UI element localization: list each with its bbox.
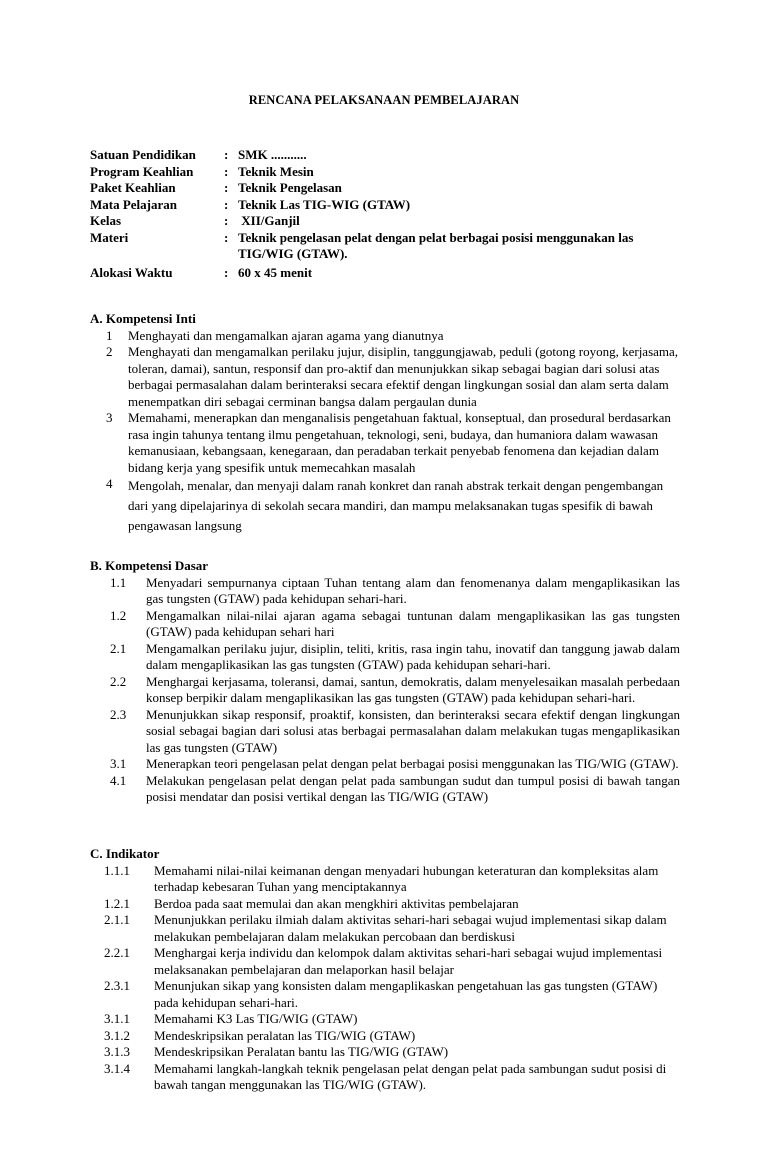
section-heading: A. Kompetensi Inti xyxy=(90,311,196,326)
meta-value: 60 x 45 menit xyxy=(238,264,313,280)
section-kompetensi-dasar xyxy=(90,558,680,806)
meta-value: Teknik Las TIG-WIG (GTAW) xyxy=(238,196,411,212)
item-number: 4.1 xyxy=(110,772,127,788)
item-text: Memahami K3 Las TIG/WIG (GTAW) xyxy=(154,1011,358,1026)
item-text: Menghayati dan mengamalkan ajaran agama yang dianutnya xyxy=(128,327,444,343)
item-text: Menyadari sempurnanya ciptaan Tuhan tentang alam dan fenomenanya dalam mengaplikasikan las gas tungsten (GTAW) pada kehidupan sehari-hari. xyxy=(146,574,680,606)
section-indikator xyxy=(90,846,680,1094)
meta-value: XII/Ganjil xyxy=(238,213,300,228)
page-title: RENCANA PELAKSANAAN PEMBELAJARAN xyxy=(248,93,520,107)
item-number: 2.2 xyxy=(110,673,127,689)
item-number: 2.2.1 xyxy=(104,945,130,960)
meta-row-materi xyxy=(90,230,690,263)
meta-colon: : xyxy=(224,147,229,162)
list-item xyxy=(90,575,680,608)
list-item xyxy=(90,674,680,707)
meta-value: Teknik pengelasan pelat dengan pelat berbagai posisi menggunakan las TIG/WIG (GTAW). xyxy=(238,229,634,261)
meta-key: Paket Keahlian xyxy=(90,180,176,195)
list-item xyxy=(90,476,680,536)
item-text: Memahami langkah-langkah teknik pengelasan pelat dengan pelat pada sambungan sudut posisi di bawah tangan menggunakan las TIG/WIG (GTAW). xyxy=(154,1060,667,1092)
list-item xyxy=(90,1061,680,1094)
item-text: Menghargai kerja individu dan kelompok dalam aktivitas sehari-hari sebagai wujud implementasi melaksanakan pembelajaran dan melaporkan hasil belajar xyxy=(154,945,663,977)
item-text: Berdoa pada saat memulai dan akan mengkhiri aktivitas pembelajaran xyxy=(154,895,519,911)
list-item xyxy=(90,773,680,806)
meta-row-program xyxy=(90,164,690,181)
list-item xyxy=(90,756,680,773)
item-number: 2.1 xyxy=(110,640,127,656)
item-text: Melakukan pengelasan pelat dengan pelat pada sambungan sudut dan tumpul posisi di bawah tangan posisi mendatar dan posisi vertikal dengan las TIG/WIG (GTAW) xyxy=(146,772,680,804)
meta-key: Materi xyxy=(90,229,129,245)
meta-colon: : xyxy=(224,180,229,195)
item-number: 3.1.3 xyxy=(104,1044,130,1059)
meta-key: Program Keahlian xyxy=(90,163,194,179)
item-text: Menghargai kerjasama, toleransi, damai, santun, demokratis, dalam menyelesaikan masalah perbedaan konsep berpikir dalam mengaplikasikan las gas tungsten (GTAW) pada kehidupan sehari-hari. xyxy=(146,673,681,705)
meta-value: Teknik Mesin xyxy=(238,163,314,179)
meta-key: Kelas xyxy=(90,213,122,228)
list-item xyxy=(90,912,680,945)
list-item xyxy=(90,328,680,345)
meta-colon: : xyxy=(224,196,229,212)
item-number: 3.1 xyxy=(110,756,127,771)
item-number: 1.2 xyxy=(110,607,127,623)
item-text: Menghayati dan mengamalkan perilaku jujur, disiplin, tanggungjawab, peduli (gotong royong, kerjasama, toleran, damai), santun, responsif dan pro-aktif dan menunjukkan sikap sebagai bagian dari solusi atas berbagai permasalahan dalam berinteraksi secara efektif dengan lingkungan sosial dan alam serta dalam menempatkan diri sebagai cerminan bangsa dalam pergaulan dunia xyxy=(128,344,679,409)
list-item xyxy=(90,641,680,674)
item-text: Mendeskripsikan peralatan las TIG/WIG (GTAW) xyxy=(154,1027,416,1043)
item-number: 2.1.1 xyxy=(104,912,130,927)
item-number: 1.1.1 xyxy=(104,862,130,878)
meta-colon: : xyxy=(224,163,229,179)
item-number: 3 xyxy=(106,410,113,425)
item-number: 2.3 xyxy=(110,706,127,722)
meta-key: Satuan Pendidikan xyxy=(90,147,196,162)
item-number: 4 xyxy=(106,476,113,491)
meta-row-mapel xyxy=(90,197,690,214)
item-number: 3.1.1 xyxy=(104,1011,130,1026)
meta-key: Alokasi Waktu xyxy=(90,264,173,280)
identity-table xyxy=(90,147,690,281)
list-item xyxy=(90,707,680,757)
meta-colon: : xyxy=(224,264,229,280)
item-text: Mendeskripsikan Peralatan bantu las TIG/WIG (GTAW) xyxy=(154,1044,449,1059)
list-item xyxy=(90,863,680,896)
item-text: Mengolah, menalar, dan menyaji dalam ranah konkret dan ranah abstrak terkait dengan pengembangan dari yang dipelajarinya di sekolah secara mandiri, dan mampu melaksanakan tugas spesifik di bawah pengawasan langsung xyxy=(128,478,664,533)
item-text: Menunjukan sikap yang konsisten dalam mengaplikaskan pengetahuan las gas tungsten (GTAW) pada kehidupan sehari-hari. xyxy=(154,978,658,1010)
meta-colon: : xyxy=(224,213,229,228)
list-item xyxy=(90,608,680,641)
item-number: 2 xyxy=(106,344,113,359)
list-item xyxy=(90,1028,680,1045)
item-text: Menunjukkan perilaku ilmiah dalam aktivitas sehari-hari sebagai wujud implementasi sikap dalam melakukan pembelajaran dalam melakukan percobaan dan berdiskusi xyxy=(154,912,667,944)
item-text: Memahami nilai-nilai keimanan dengan menyadari hubungan keteraturan dan kompleksitas alam terhadap kebesaran Tuhan yang menciptakannya xyxy=(154,862,659,894)
list-item xyxy=(90,896,680,913)
list-item xyxy=(90,410,680,476)
list-item xyxy=(90,344,680,410)
item-text: Mengamalkan perilaku jujur, disiplin, teliti, kritis, rasa ingin tahu, inovatif dan tanggung jawab dalam dalam mengaplikasikan las gas tungsten (GTAW) pada kehidupan sehari-hari. xyxy=(146,640,680,672)
item-number: 3.1.4 xyxy=(104,1060,130,1076)
section-kompetensi-inti xyxy=(90,311,680,536)
item-text: Menunjukkan sikap responsif, proaktif, konsisten, dan berinteraksi secara efektif dengan lingkungan sosial sebagai bagian dari solusi atas berbagai permasalahan dalam melakukan tugas mengaplikasikan las gas tungsten (GTAW) xyxy=(146,706,680,755)
meta-row-satuan xyxy=(90,147,690,164)
meta-row-alokasi xyxy=(90,265,690,282)
list-item xyxy=(90,1044,680,1061)
meta-colon: : xyxy=(224,229,229,245)
item-number: 1.2.1 xyxy=(104,895,130,911)
item-text: Mengamalkan nilai-nilai ajaran agama sebagai tuntunan dalam mengaplikasikan las gas tungsten (GTAW) pada kehidupan sehari hari xyxy=(146,607,680,639)
meta-row-paket xyxy=(90,180,690,197)
meta-row-kelas xyxy=(90,213,690,230)
section-heading: C. Indikator xyxy=(90,846,160,861)
item-number: 1 xyxy=(106,327,113,343)
item-text: Menerapkan teori pengelasan pelat dengan pelat berbagai posisi menggunakan las TIG/WIG (GTAW). xyxy=(146,756,679,771)
list-item xyxy=(90,1011,680,1028)
meta-value: SMK ........... xyxy=(238,147,307,162)
meta-value: Teknik Pengelasan xyxy=(238,180,342,195)
meta-key: Mata Pelajaran xyxy=(90,196,178,212)
item-text: Memahami, menerapkan dan menganalisis pengetahuan faktual, konseptual, dan prosedural berdasarkan rasa ingin tahunya tentang ilmu pengetahuan, teknologi, seni, budaya, dan humaniora dalam wawasan kemanusiaan, kebangsaan, kenegaraan, dan peradaban terkait penyebab fenomena dan kejadian dalam bidang kerja yang spesifik untuk memecahkan masalah xyxy=(128,410,671,475)
item-number: 3.1.2 xyxy=(104,1027,130,1043)
item-number: 2.3.1 xyxy=(104,978,130,993)
list-item xyxy=(90,978,680,1011)
section-heading: B. Kompetensi Dasar xyxy=(90,558,209,573)
item-number: 1.1 xyxy=(110,574,127,590)
list-item xyxy=(90,945,680,978)
